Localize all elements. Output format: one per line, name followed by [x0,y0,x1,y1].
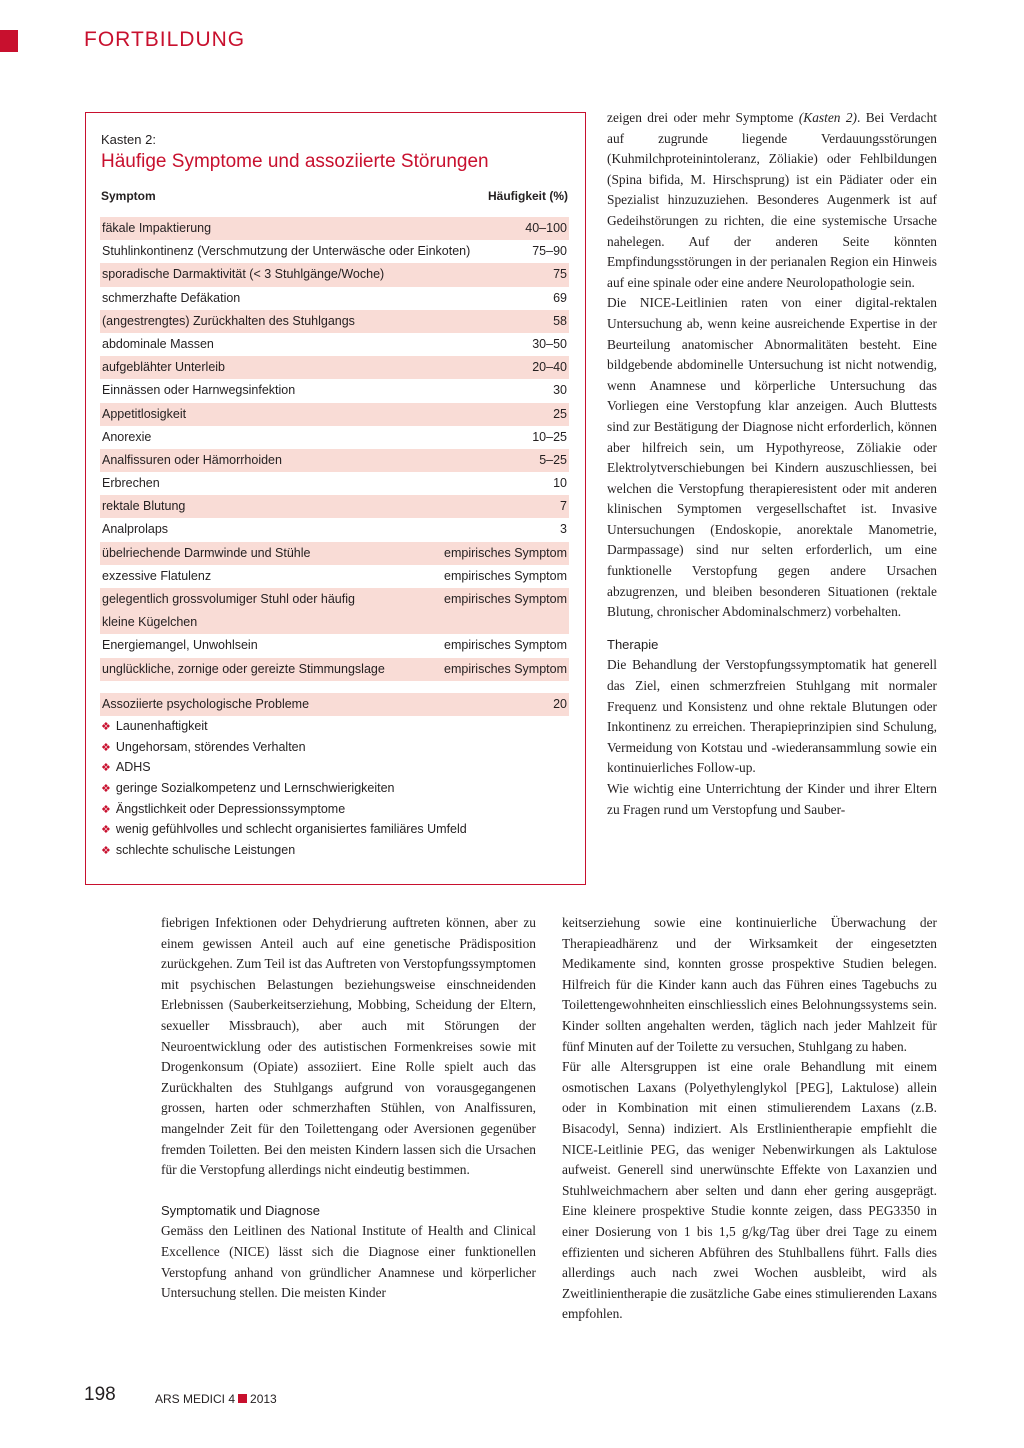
symptom-cell: aufgeblähter Unterleib [102,360,225,375]
diamond-bullet-icon: ❖ [101,824,111,837]
table-row [100,588,569,634]
list-item: ❖ Launenhaftigkeit [101,719,208,733]
symptom-cell: Energiemangel, Unwohlsein [102,638,258,653]
paragraph: Wie wichtig eine Unterrichtung der Kinder und ihrer Eltern zu Fragen rund um Verstopfung und Sauber- [607,781,937,817]
diamond-bullet-icon: ❖ [101,762,111,775]
frequency-cell: 25 [553,406,567,421]
subheading-symptomatik: Symptomatik und Diagnose [161,1202,320,1218]
table-row [100,449,569,472]
text-column-right-bottom [562,913,937,1325]
section-title: FORTBILDUNG [84,28,246,51]
table-row [100,263,569,286]
text-column-right-top [607,108,937,820]
frequency-cell: empirisches Symptom [444,592,567,606]
text-column-left [161,913,536,1304]
symptom-cell: Analprolaps [102,522,169,537]
paragraph: Für alle Altersgruppen ist eine orale Behandlung mit einem osmotischen Laxans (Polyethylenglykol [PEG], Laktulose) allein oder in Kombination mit einen stimulierendem Laxans (z.B. Bisacodyl, Senna) indiziert. Als Erstlinientherapie empfiehlt die NICE-Leitlinie PEG, das weniger Nebenwirkungen als Laktulose aufweist. Generell sind unerwünschte Effekte von Laxanzien und Stuhlweichmachern aber selten und dann eher gering ausgeprägt. Eine kleinere prospektive Studie konnte zeigen, dass PEG3350 in einer Dosierung von 1 bis 1,5 g/kg/Tag über drei Tage zu einem effizienten und sicheren Abführen des Stuhlballens führt. Falls dies allerdings auch nach zwei Wochen ausbleibt, wird als Zweitlinientherapie die zusätzliche Gabe eines stimulierenden Laxans empfohlen. [562,1059,937,1322]
diamond-bullet-icon: ❖ [101,741,111,754]
list-item: ❖ ADHS [101,760,151,775]
psych-title: Assoziierte psychologische Probleme [102,697,310,711]
symptom-cell: Analfissuren oder Hämorrhoiden [102,452,282,467]
frequency-cell: empirisches Symptom [444,638,567,653]
frequency-cell: 5–25 [539,452,567,467]
list-item: ❖ Ungehorsam, störendes Verhalten [101,739,306,754]
diamond-bullet-icon: ❖ [101,845,111,858]
frequency-cell: empirisches Symptom [444,661,567,676]
table-row [100,495,569,518]
paragraph: Gemäss den Leitlinen des National Institute of Health and Clinical Excellence (NICE) lässt sich die Diagnose einer funktionellen Verstopfung anhand von gründlicher Anamnese und körperlicher Untersuchung stellen. Die meisten Kinder [161,1223,536,1301]
symptom-cell-line-2: kleine Kügelchen [102,615,198,630]
table-row [100,287,569,310]
list-item: ❖ Ängstlichkeit oder Depressionssymptome [101,801,346,816]
symptom-cell: sporadische Darmaktivität (< 3 Stuhlgänge/Woche) [102,267,385,282]
table-row [100,333,569,356]
diamond-bullet-icon: ❖ [101,803,111,816]
psych-problems-header [100,693,569,716]
symptom-cell: Stuhlinkontinenz (Verschmutzung der Unterwäsche oder Einkoten) [102,244,471,259]
frequency-cell: 40–100 [525,221,567,235]
psych-frequency: 20 [553,697,567,711]
paragraph: Die NICE-Leitlinien raten von einer digital-rektalen Untersuchung ab, wenn keine ausreichende Expertise in der Beurteilung anatomischer Abnormalitäten besteht. Eine bildgebende abdominelle Untersuchung ist nicht notwendig, wenn Anamnese und körperliche Untersuchung das Vorliegen eine Verstopfung klar anzeigen. Auch Bluttests sind zur Bestätigung der Diagnose nicht erforderlich, können aber hilfreich sein, um Hypothyreose, Zöliakie oder Elektrolytverschiebungen bei Kindern auszuschliessen, bei welchen die Verstopfung therapieresistent oder mit anderen klinischen Symptomen vergesellschaftet ist. Invasive Untersuchungen (Endoskopie, anorektale Manometrie, Darmpassage) sind nur selten erforderlich, um eine funktionelle Verstopfung gegen andere Ursachen abzugrenzen, und bleiben besonderen Situationen (rektale Blutung, chronischer Abdominalschmerz) vorbehalten. [607,295,937,620]
table-row [100,658,569,681]
frequency-cell: 58 [553,313,567,328]
table-row [100,426,569,449]
frequency-cell: 75–90 [532,244,567,259]
table-row [100,542,569,565]
box-reference: (Kasten 2) [798,110,858,125]
symptom-cell [102,588,444,634]
symptom-cell: Einnässen oder Harnwegsinfektion [102,383,296,398]
symptom-cell: übelriechende Darmwinde und Stühle [102,545,311,560]
frequency-cell: 3 [560,522,567,537]
frequency-cell: 20–40 [532,360,567,375]
table-row [100,310,569,333]
box-label: Kasten 2: [101,132,156,147]
symptom-cell: abdominale Massen [102,336,214,351]
table-row [100,217,569,240]
diamond-bullet-icon: ❖ [101,721,111,733]
paragraph: fiebrigen Infektionen oder Dehydrierung auftreten können, aber zu einem gewissen Anteil auch auf eine genetische Prädisposition zurückgehen. Zum Teil ist das Auftreten von Verstopfungssymptomen mit psychischen Belastungen beziehungsweise einschneidenden Erlebnissen (Sauberkeitserziehung, Mobbing, Scheidung der Eltern, sexueller Missbrauch), aber auch mit Störungen der Neuroentwicklung oder des autistischen Formenkreises sowie mit Drogenkonsum (Opiate) assoziiert. Eine Rolle spielt auch das Zurückhalten des Stuhlgangs aufgrund von vorausgegangenen grossen, harten oder schmerzhaften Stühlen, von Analfissuren, mangelnder Zeit für den Toilettengang oder Aversionen gegenüber fremden Toiletten. Bei den meisten Kindern lassen sich die Ursachen für die Verstopfung allerdings nicht eindeutig bestimmen. [161,915,536,1178]
table-row [100,240,569,263]
table-row [100,379,569,402]
symptom-cell: Erbrechen [102,476,160,491]
symptom-cell: unglückliche, zornige oder gereizte Stimmungslage [102,661,385,676]
box-title: Häufige Symptome und assoziierte Störungen [101,151,489,172]
symptom-cell: schmerzhafte Defäkation [102,290,241,305]
table-row [100,634,569,657]
frequency-cell: 30 [553,383,567,398]
frequency-cell: 69 [553,290,567,305]
psych-problems-list [101,716,467,861]
frequency-cell: 10 [553,476,567,491]
symptom-cell: rektale Blutung [102,499,186,514]
column-header-frequency: Häufigkeit (%) [487,189,568,203]
header-color-mark [0,30,18,52]
table-row [100,518,569,541]
list-item: ❖ schlechte schulische Leistungen [101,843,296,858]
symptom-cell: Appetitlosigkeit [102,406,187,421]
frequency-cell: 75 [553,267,567,282]
subheading-therapie: Therapie [607,636,659,652]
paragraph: zeigen drei oder mehr Symptome (Kasten 2). Bei Verdacht auf zugrunde liegende Verdauungsstörungen (Kuhmilchproteinintoleranz, Zöliakie) oder Fehlbildungen (Spina bifida, M. Hirschsprung) ist ein Pädiater oder ein Spezialist hinzuzuziehen. Besonderes Augenmerk ist auf Gedeihstörungen zu richten, die eine systemische Ursache nahelegen. Auf der anderen Seite könnten Empfindungsstörungen in der perianalen Region ein Hinweis auf eine spinale oder eine andere Neurolopathologie sein. [607,110,937,290]
list-item: ❖ wenig gefühlvolles und schlecht organisiertes familiäres Umfeld [101,822,467,837]
table-row [100,565,569,588]
frequency-cell: 10–25 [532,429,567,444]
table-row [100,472,569,495]
frequency-cell: empirisches Symptom [444,545,567,560]
info-box [85,112,586,885]
table-row [100,693,569,716]
page-number: 198 [84,1384,116,1405]
symptom-cell: fäkale Impaktierung [102,221,212,235]
symptom-cell: (angestrengtes) Zurückhalten des Stuhlgangs [102,313,355,328]
table-row [100,403,569,426]
column-header-symptom: Symptom [101,189,156,203]
diamond-bullet-icon: ❖ [101,783,111,796]
list-item: ❖ geringe Sozialkompetenz und Lernschwierigkeiten [101,781,395,796]
paragraph: keitserziehung sowie eine kontinuierliche Überwachung der Therapieadhärenz und der Wirksamkeit der eingesetzten Medikamente sind, konnten grosse prospektive Studien belegen. Hilfreich für die Kinder kann auch das Führen eines Tagebuchs zu Toilettengewohnheiten einschliesslich eines Belohnungssystems sein. Kinder sollten angehalten werden, täglich nach jeder Mahlzeit für fünf Minuten auf der Toilette zu versuchen, Stuhlgang zu haben. [562,915,937,1054]
symptom-table [100,217,569,681]
journal-reference: ARS MEDICI 4 2013 [155,1392,277,1406]
symptom-cell: Anorexie [102,429,152,444]
frequency-cell: 7 [560,499,567,514]
frequency-cell: empirisches Symptom [444,568,567,583]
table-row [100,356,569,379]
frequency-cell: 30–50 [532,336,567,351]
symptom-cell: exzessive Flatulenz [102,568,212,583]
square-separator-icon [238,1394,247,1403]
symptom-cell-line-1: gelegentlich grossvolumiger Stuhl oder häufig [102,592,355,606]
paragraph: Die Behandlung der Verstopfungssymptomatik hat generell das Ziel, einen schmerzfreien Stuhlgang mit normaler Frequenz und Konsistenz und ohne rektale Blutungen oder Inkontinenz zu erreichen. Therapieprinzipien sind Schulung, Vermeidung von Kotstau und -wiederansammlung sowie ein kontinuierliches Follow-up. [607,657,937,776]
